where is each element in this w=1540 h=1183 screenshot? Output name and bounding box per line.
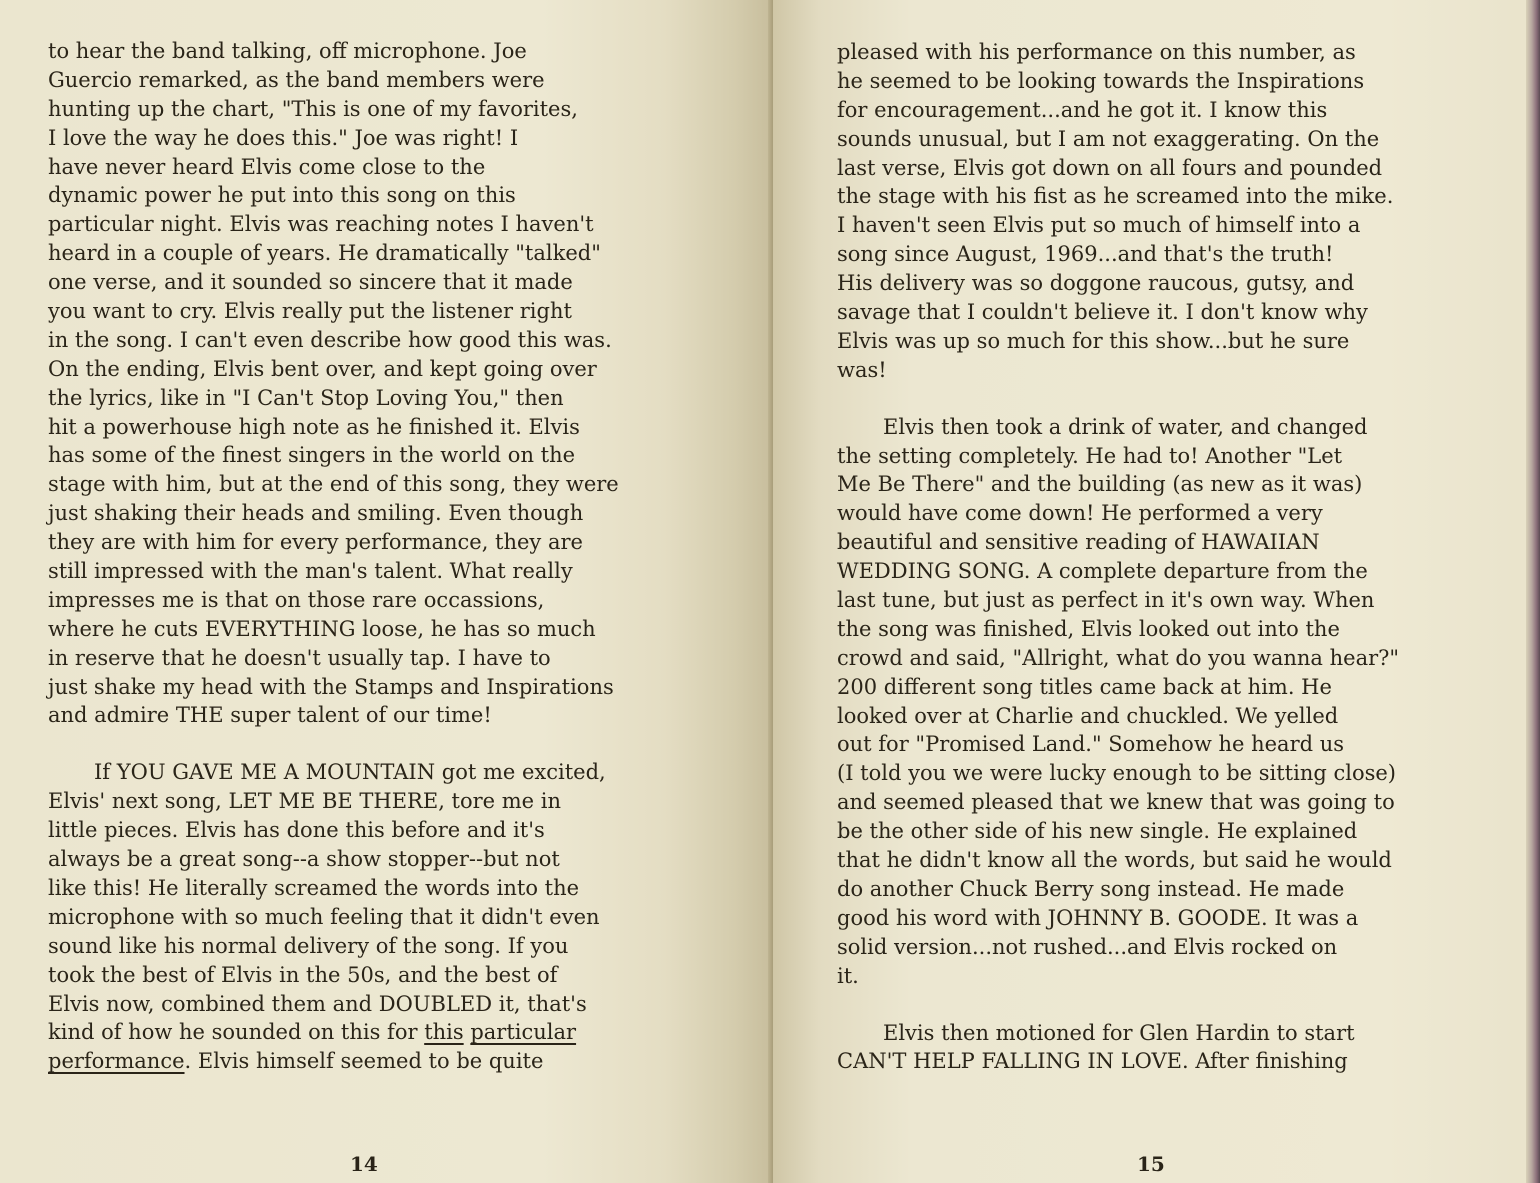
- text-line: be the other side of his new single. He explained: [837, 819, 1358, 844]
- text-line: still impressed with the man's talent. What really: [48, 559, 573, 584]
- underlined-word: this: [424, 1020, 464, 1045]
- text-line: in the song. I can't even describe how good this was.: [48, 327, 612, 352]
- text-line: Elvis then motioned for Glen Hardin to start: [883, 1020, 1355, 1045]
- left-paragraph-1: [48, 37, 619, 730]
- text-line: Elvis' next song, LET ME BE THERE, tore me in: [48, 789, 562, 814]
- text-line: for encouragement...and he got it. I know this: [837, 97, 1328, 122]
- book-edge: [1526, 0, 1540, 1183]
- text-line: that he didn't know all the words, but said he would: [837, 848, 1392, 873]
- text-line: CAN'T HELP FALLING IN LOVE. After finishing: [837, 1049, 1348, 1074]
- text-line: On the ending, Elvis bent over, and kept going over: [48, 356, 597, 381]
- text-line: solid version...not rushed...and Elvis rocked on: [837, 934, 1338, 959]
- text-line: looked over at Charlie and chuckled. We yelled: [837, 703, 1339, 728]
- text-line: dynamic power he put into this song on this: [48, 183, 516, 208]
- text-line: Guercio remarked, as the band members were: [48, 67, 545, 92]
- text-line: Elvis then took a drink of water, and changed: [883, 414, 1368, 439]
- text-line: the song was finished, Elvis looked out into the: [837, 616, 1340, 641]
- text-line: sounds unusual, but I am not exaggerating. On the: [837, 126, 1380, 151]
- page-number: 15: [1137, 1152, 1165, 1176]
- text-line: and seemed pleased that we knew that was going to: [837, 790, 1395, 815]
- text-line: microphone with so much feeling that it didn't even: [48, 904, 600, 929]
- text-line: crowd and said, "Allright, what do you wanna hear?": [837, 645, 1400, 670]
- text-line: always be a great song--a show stopper--but not: [48, 847, 560, 872]
- text-line: hunting up the chart, "This is one of my favorites,: [48, 96, 578, 121]
- text-line: has some of the finest singers in the world on the: [48, 443, 576, 468]
- right-page: [773, 0, 1540, 1183]
- text-line: the lyrics, like in "I Can't Stop Loving You," then: [48, 385, 564, 410]
- text-line: heard in a couple of years. He dramatically "talked": [48, 241, 601, 266]
- text-line: like this! He literally screamed the words into the: [48, 875, 580, 900]
- right-paragraph-1: [837, 38, 1399, 385]
- text-line: performance. Elvis himself seemed to be quite: [48, 1049, 544, 1074]
- text-line: where he cuts EVERYTHING loose, he has so much: [48, 616, 596, 641]
- text-line: took the best of Elvis in the 50s, and the best of: [48, 962, 558, 987]
- text-line: savage that I couldn't believe it. I don't know why: [837, 300, 1368, 325]
- text-line: I haven't seen Elvis put so much of himself into a: [837, 213, 1361, 238]
- text-line: just shaking their heads and smiling. Even though: [48, 501, 584, 526]
- text-line: just shake my head with the Stamps and Inspirations: [48, 674, 614, 699]
- text-line: Me Be There" and the building (as new as it was): [837, 472, 1363, 497]
- text-line: (I told you we were lucky enough to be sitting close): [837, 761, 1396, 786]
- text-line: song since August, 1969...and that's the truth!: [837, 242, 1334, 267]
- text-line: you want to cry. Elvis really put the listener right: [48, 299, 572, 324]
- text-line: 200 different song titles came back at him. He: [837, 674, 1332, 699]
- text-line: kind of how he sounded on this for this particular: [48, 1020, 577, 1045]
- text-line: His delivery was so doggone raucous, gutsy, and: [837, 271, 1355, 296]
- text-line: have never heard Elvis come close to the: [48, 154, 486, 179]
- text-line: it.: [837, 963, 859, 988]
- text-line: I love the way he does this." Joe was right! I: [48, 125, 519, 150]
- text-line: WEDDING SONG. A complete departure from the: [837, 559, 1368, 584]
- text-line: hit a powerhouse high note as he finished it. Elvis: [48, 414, 580, 439]
- text-line: they are with him for every performance, they are: [48, 530, 583, 555]
- text-line: pleased with his performance on this number, as: [837, 40, 1356, 64]
- page-number: 14: [350, 1152, 378, 1176]
- text-line: to hear the band talking, off microphone. Joe: [48, 39, 527, 63]
- text-line: Elvis now, combined them and DOUBLED it, that's: [48, 991, 587, 1016]
- text-line: out for "Promised Land." Somehow he heard us: [837, 732, 1345, 757]
- right-paragraph-3: [837, 1019, 1399, 1077]
- right-paragraph-2: [837, 413, 1399, 991]
- text-line: If YOU GAVE ME A MOUNTAIN got me excited,: [94, 760, 606, 785]
- left-paragraph-2: [48, 758, 619, 1076]
- text-line: the stage with his fist as he screamed into the mike.: [837, 184, 1394, 209]
- text-line: in reserve that he doesn't usually tap. I have to: [48, 645, 551, 670]
- text-line: sound like his normal delivery of the song. If you: [48, 933, 569, 958]
- text-line: last verse, Elvis got down on all fours and pounded: [837, 155, 1383, 180]
- text-line: little pieces. Elvis has done this before and it's: [48, 818, 545, 843]
- text-line: Elvis was up so much for this show...but he sure: [837, 328, 1350, 353]
- text-line: good his word with JOHNNY B. GOODE. It was a: [837, 905, 1359, 930]
- text-line: do another Chuck Berry song instead. He made: [837, 876, 1345, 901]
- text-line: impresses me is that on those rare occassions,: [48, 587, 545, 612]
- text-line: one verse, and it sounded so sincere that it made: [48, 270, 573, 295]
- text-line: would have come down! He performed a very: [837, 501, 1323, 526]
- underlined-word: particular: [470, 1020, 577, 1045]
- text-line: stage with him, but at the end of this song, they were: [48, 472, 619, 497]
- text-line: and admire THE super talent of our time!: [48, 703, 492, 728]
- text-line: particular night. Elvis was reaching notes I haven't: [48, 212, 594, 237]
- text-line: the setting completely. He had to! Another "Let: [837, 443, 1343, 468]
- text-line: he seemed to be looking towards the Inspirations: [837, 68, 1365, 93]
- left-page-text: [48, 37, 619, 1076]
- text-line: last tune, but just as perfect in it's own way. When: [837, 588, 1375, 613]
- underlined-word: performance: [48, 1049, 185, 1074]
- text-line: beautiful and sensitive reading of HAWAIIAN: [837, 530, 1320, 555]
- right-page-text: [837, 38, 1399, 1076]
- text-line: was!: [837, 357, 887, 382]
